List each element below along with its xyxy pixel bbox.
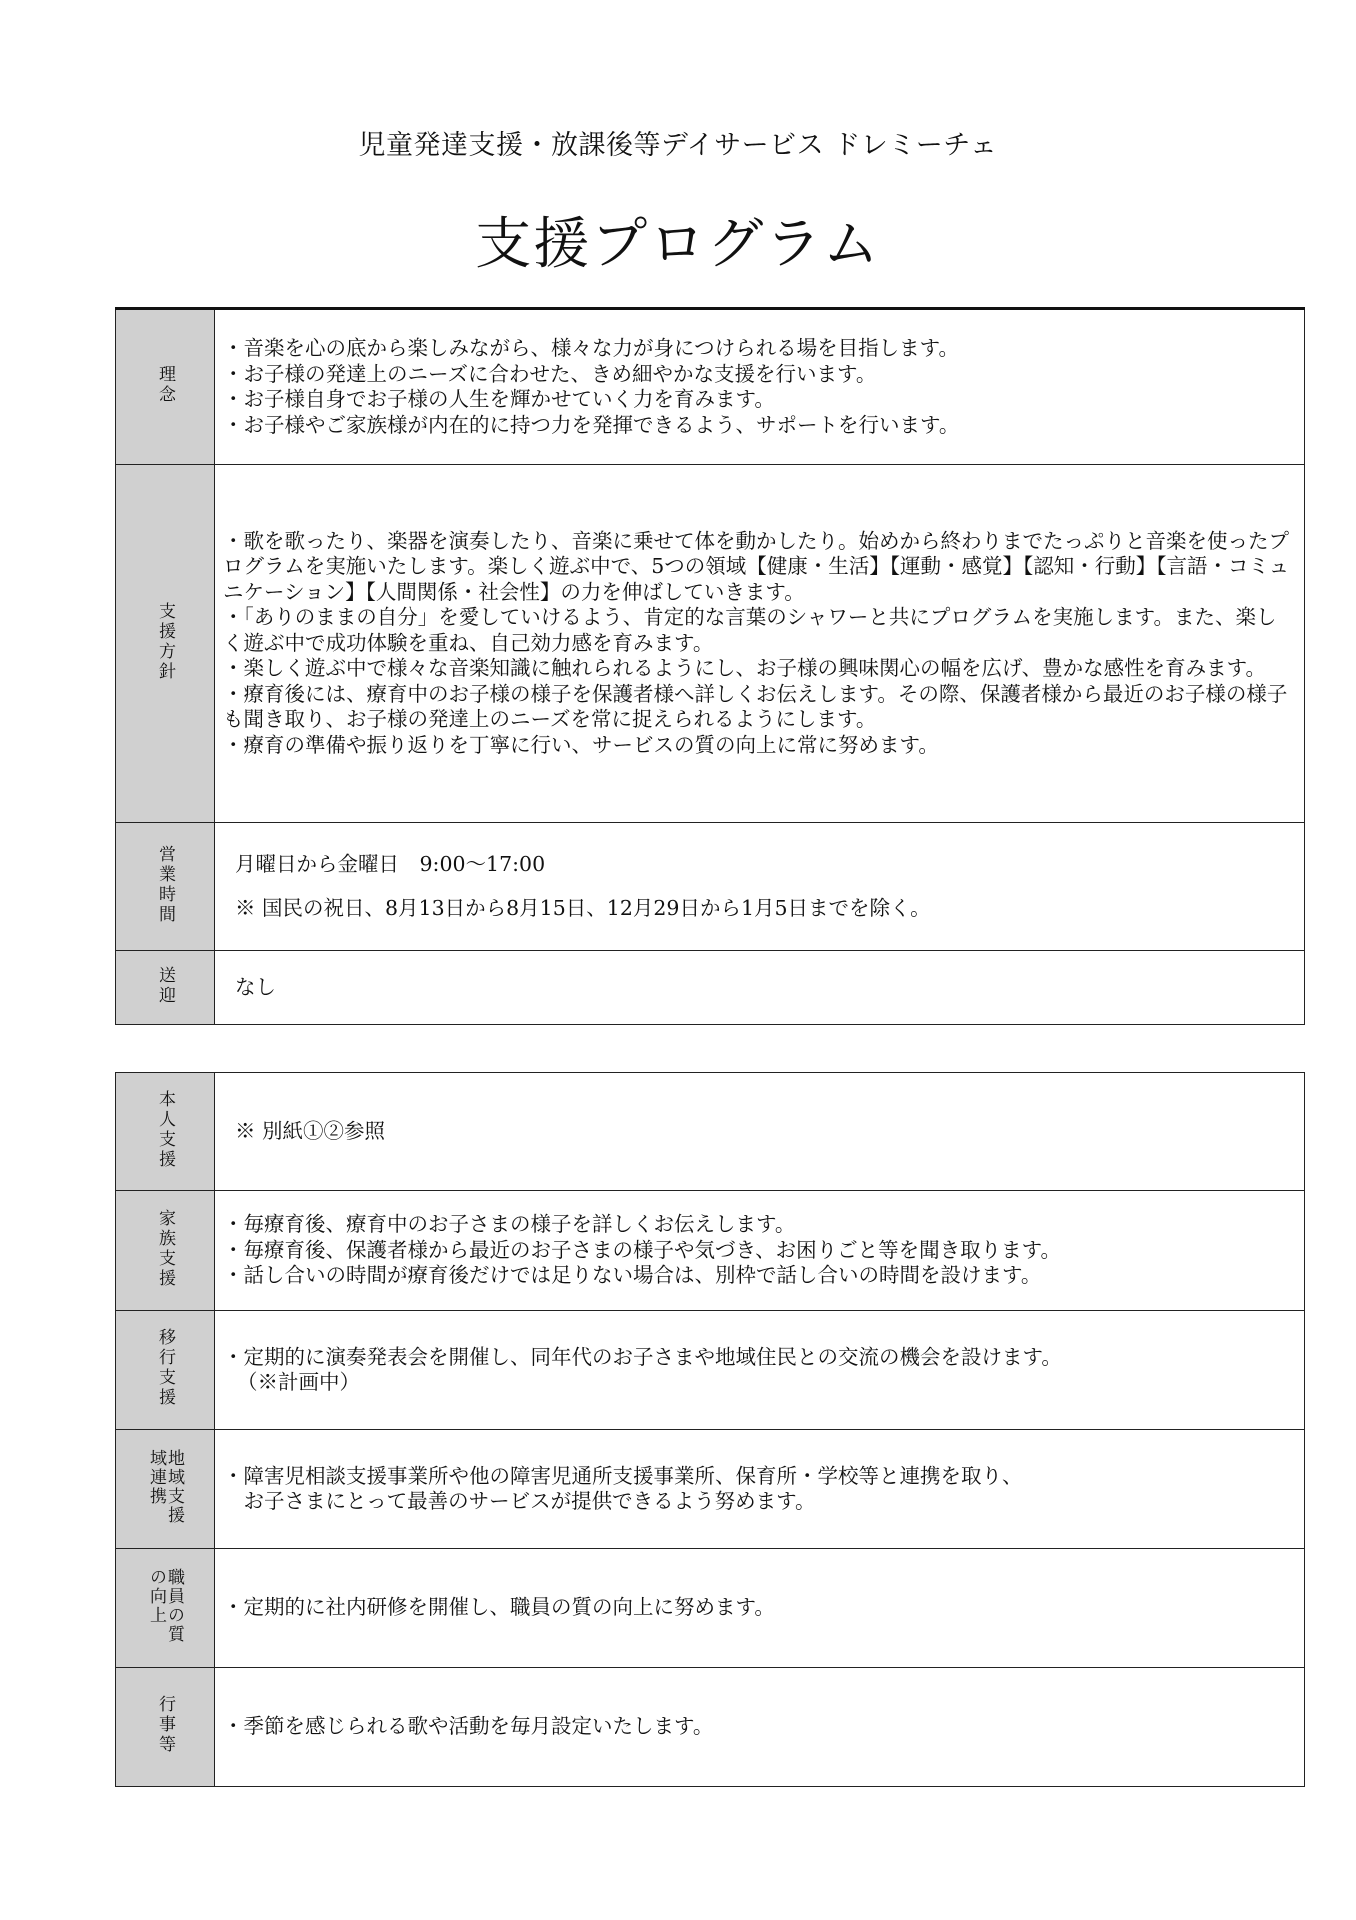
staff-quality-value: ・定期的に社内研修を開催し、職員の質の向上に努めます。 — [223, 1595, 775, 1620]
label-col: 地域支援 — [164, 1449, 184, 1525]
row-transport — [116, 951, 1305, 1025]
family-line: ・話し合いの時間が療育後だけでは足りない場合は、別枠で話し合いの時間を設けます。 — [223, 1263, 1042, 1288]
family-line: ・毎療育後、保護者様から最近のお子さまの様子や気づき、お困りごと等を聞き取ります。 — [223, 1237, 1062, 1262]
family-support-label: 家族支援 — [155, 1208, 175, 1289]
business-hours-value: 月曜日から金曜日 9:00～17:00 — [235, 852, 546, 876]
label-col: 職員の質 — [164, 1568, 184, 1644]
community-cooperation-content — [215, 1430, 1305, 1549]
row-staff-quality — [116, 1549, 1305, 1668]
policy-line: ・楽しく遊ぶ中で様々な音楽知識に触れられるようにし、お子様の興味関心の幅を広げ、豊かな感性を育みます。 — [223, 656, 1267, 681]
philosophy-line: ・お子様やご家族様が内在的に持つ力を発揮できるよう、サポートを行います。 — [223, 412, 960, 437]
events-content — [215, 1668, 1305, 1787]
row-philosophy — [116, 309, 1305, 465]
program-table-1 — [115, 307, 1305, 1025]
support-policy-content — [215, 465, 1305, 823]
community-line: ・障害児相談支援事業所や他の障害児通所支援事業所、保育所・学校等と連携を取り、 — [223, 1463, 1023, 1488]
row-label — [116, 951, 215, 1025]
row-label — [116, 1191, 215, 1311]
business-hours-content — [215, 823, 1305, 951]
support-policy-label: 支援方針 — [155, 601, 175, 682]
transport-content — [215, 951, 1305, 1025]
business-hours-note: ※ 国民の祝日、8月13日から8月15日、12月29日から1月5日までを除く。 — [235, 895, 931, 920]
row-family-support — [116, 1191, 1305, 1311]
row-transition-support — [116, 1311, 1305, 1430]
philosophy-content — [215, 309, 1305, 465]
row-business-hours — [116, 823, 1305, 951]
row-label — [116, 1311, 215, 1430]
transition-support-label: 移行支援 — [155, 1328, 175, 1408]
row-individual-support — [116, 1073, 1305, 1191]
individual-support-value: ※ 別紙①②参照 — [235, 1118, 386, 1143]
individual-support-label: 本人支援 — [155, 1089, 175, 1170]
transition-support-content — [215, 1311, 1305, 1430]
community-cooperation-label — [147, 1449, 183, 1525]
transport-value: なし — [235, 974, 276, 999]
row-label — [116, 1073, 215, 1191]
community-line: お子さまにとって最善のサービスが提供できるよう努めます。 — [223, 1489, 816, 1513]
family-support-content — [215, 1191, 1305, 1311]
row-label — [116, 1549, 215, 1668]
policy-line: ・療育の準備や振り返りを丁寧に行い、サービスの質の向上に常に努めます。 — [223, 732, 939, 757]
label-col: の向上 — [146, 1568, 166, 1625]
events-value: ・季節を感じられる歌や活動を毎月設定いたします。 — [223, 1714, 714, 1739]
transition-line: （※計画中） — [237, 1370, 360, 1394]
family-line: ・毎療育後、療育中のお子さまの様子を詳しくお伝えします。 — [223, 1212, 796, 1237]
row-label — [116, 309, 215, 465]
philosophy-line: ・音楽を心の底から楽しみながら、様々な力が身につけられる場を目指します。 — [223, 336, 959, 360]
staff-quality-content — [215, 1549, 1305, 1668]
program-table-2 — [115, 1072, 1305, 1787]
row-label — [116, 465, 215, 823]
page-title: 支援プログラム — [475, 212, 881, 277]
individual-support-content — [215, 1073, 1305, 1191]
label-col: 域連携 — [146, 1449, 166, 1506]
transport-label: 送迎 — [155, 965, 175, 1006]
transition-line: ・定期的に演奏発表会を開催し、同年代のお子さまや地域住民との交流の機会を設けます。 — [223, 1344, 1062, 1369]
policy-line: ・歌を歌ったり、楽器を演奏したり、音楽に乗せて体を動かしたり。始めから終わりまでたっぷりと音楽を使ったプログラムを実施いたします。楽しく遊ぶ中で、5つの領域【健康・生活】【運動・感覚】【認知・行動】【言語・コミュニケーション】【人間関係・社会性】の力を伸ばしていきます。 — [223, 528, 1290, 604]
row-events — [116, 1668, 1305, 1787]
row-label — [116, 1668, 215, 1787]
policy-line: ・療育後には、療育中のお子様の様子を保護者様へ詳しくお伝えします。その際、保護者様から最近のお子様の様子も聞き取り、お子様の発達上のニーズを常に捉えられるようにします。 — [223, 681, 1288, 732]
business-hours-label: 営業時間 — [155, 844, 175, 925]
philosophy-label: 理念 — [155, 365, 175, 405]
facility-subtitle: 児童発達支援・放課後等デイサービス ドレミーチェ — [358, 130, 998, 161]
philosophy-line: ・お子様自身でお子様の人生を輝かせていく力を育みます。 — [223, 387, 775, 411]
row-community-cooperation — [116, 1430, 1305, 1549]
row-label — [116, 1430, 215, 1549]
events-label: 行事等 — [155, 1695, 175, 1755]
philosophy-line: ・お子様の発達上のニーズに合わせた、きめ細やかな支援を行います。 — [223, 361, 877, 386]
staff-quality-label — [147, 1568, 183, 1644]
policy-line: ・「ありのままの自分」を愛していけるよう、肯定的な言葉のシャワーと共にプログラムを実施します。また、楽しく遊ぶ中で成功体験を重ね、自己効力感を育みます。 — [223, 605, 1277, 655]
row-support-policy — [116, 465, 1305, 823]
row-label — [116, 823, 215, 951]
